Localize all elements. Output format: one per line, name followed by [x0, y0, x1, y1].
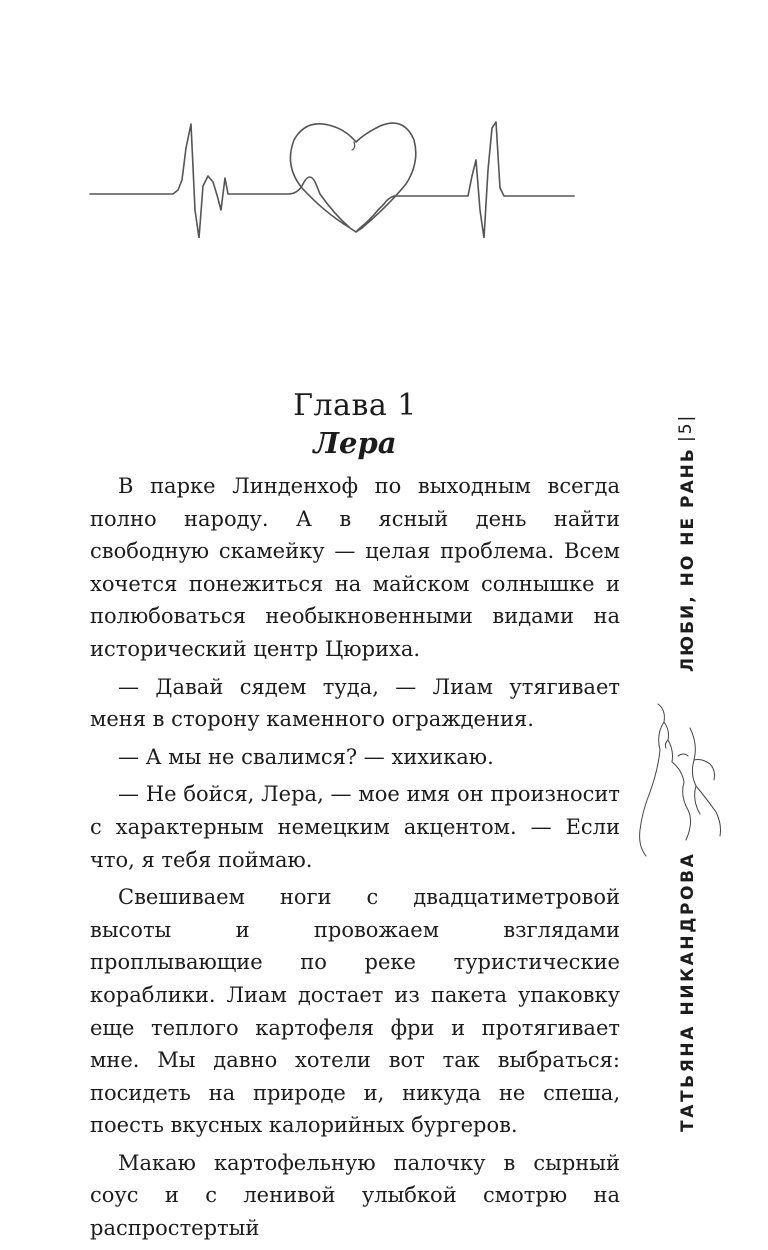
- paragraph: — А мы не свалимся? — хихикаю.: [118, 744, 494, 769]
- paragraph: В парке Линденхоф по выходным всегда полно народу. А в ясный день найти свободную скамейку — целая проблема. Всем хочется понежиться на майском солнышке и полюбоваться необыкновенными видами на исторический центр Цюриха.: [90, 474, 620, 661]
- running-book-title: ЛЮБИ, НО НЕ РАНЬ: [678, 447, 698, 672]
- heartbeat-heart-icon: [88, 118, 578, 238]
- paragraph: Макаю картофельную палочку в сырный соус и с ленивой улыбкой смотрю на распростертый: [90, 1150, 620, 1241]
- paragraph: Свешиваем ноги с двадцатиметровой высоты и провожаем взглядами проплывающие по реке туристические кораблики. Лиам достает из пакета упаковку еще теплого картофеля фри и протягивает мне. Мы давно хотели вот так выбраться: посидеть на природе и, никуда не спеша, поесть вкусных калорийных бургеров.: [90, 885, 620, 1138]
- chapter-subtitle: Лера: [313, 426, 397, 460]
- paragraph: — Давай сядем туда, — Лиам утягивает меня в сторону каменного ограждения.: [90, 674, 620, 732]
- page-number: |5|: [676, 413, 696, 442]
- running-author: ТАТЬЯНА НИКАНДРОВА: [678, 851, 698, 1132]
- chapter-body: [90, 470, 620, 1250]
- chapter-title: Глава 1: [293, 388, 417, 423]
- paragraph: — Не бойся, Лера, — мое имя он произносит с характерным немецким акцентом. — Если что, я тебя поймаю.: [90, 782, 620, 872]
- couple-sketch-icon: [636, 700, 726, 860]
